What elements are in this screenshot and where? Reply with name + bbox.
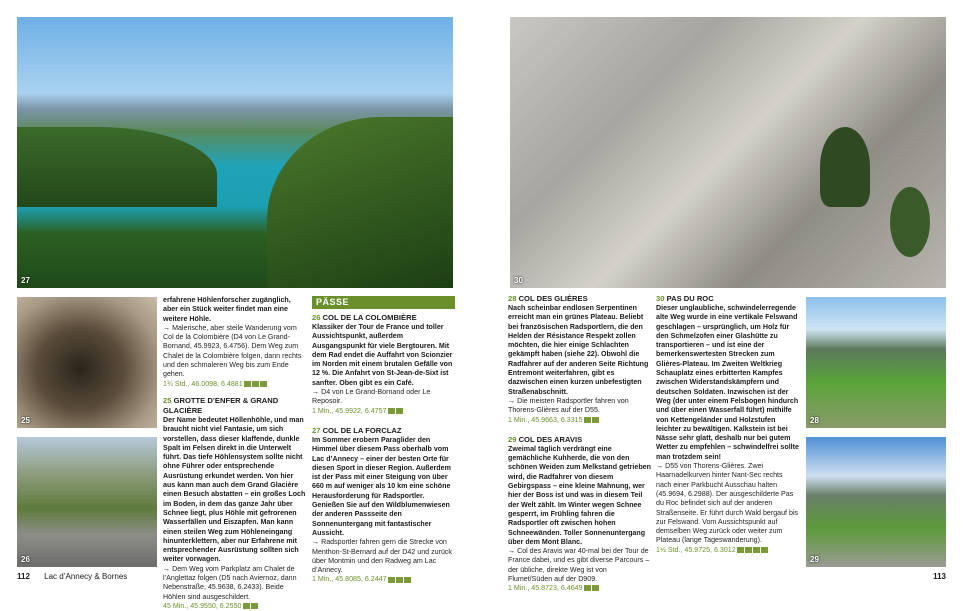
directions: → D4 von Le Grand-Bornand oder Le Reposoir. xyxy=(312,388,431,406)
meta-info: 1 Min., 45.9663, 6.3315 xyxy=(508,415,583,424)
photo-icon xyxy=(396,577,403,583)
entry-text: Im Sommer erobern Paraglider den Himmel über diesem Pass oberhalb vom Lac d’Annecy – einer der besten Orte für diesen Sport in dieser Region. Außerdem ist der Pass mit einer Steigung von über 660 m auf weniger als 10 km eine schöne Herausforderung für Radsportler. Genießen Sie auf den Wildblumenwiesen der anderen Passseite den Sonnenuntergang mit fantastischer Aussicht. xyxy=(312,435,451,537)
meta-info: 1 Min., 45.9922, 6.4757 xyxy=(312,406,387,415)
directions: → Die meisten Radsportler fahren von Thorens-Glières auf der D55. xyxy=(508,396,629,415)
entry-text: Klassiker der Tour de France und toller Aussichtspunkt, außerdem Ausgangspunkt für viele Bergtouren. Mit dem Rad endet die Auffahrt von Scionzier im Norden mit einem brutalen Gefälle von 12 %. Die Anfahrt von St-Jean-de-Sixt ist sanfter. Oben gibt es ein Café. xyxy=(312,323,453,387)
meta-info: 1½ Std., 45.9725, 6.3012 xyxy=(656,545,736,554)
section-header: PÄSSE xyxy=(312,296,455,309)
info-icon xyxy=(396,408,403,414)
entry-title: 28 COL DES GLIÈRES xyxy=(508,294,588,303)
meta-info: 1 Min., 45.8723, 6.4649 xyxy=(508,584,583,593)
photo-number: 29 xyxy=(810,555,819,564)
column-4 xyxy=(656,292,799,555)
page-number: 112 xyxy=(17,572,30,581)
meta-info: 1 Min., 45.8085, 6.2447 xyxy=(312,575,387,584)
photo-lac-annecy xyxy=(17,17,453,288)
entry-title: 26 COL DE LA COLOMBIÈRE xyxy=(312,313,417,322)
info-icon xyxy=(260,381,267,387)
hiking-icon xyxy=(745,547,752,553)
directions: → Radsportler fahren gern die Strecke von Menthon-St-Bernard auf der D42 und zurück über Montmin und den Radweg am Lac d’Annecy. xyxy=(312,538,452,575)
photo-number: 30 xyxy=(514,276,523,285)
photo-pas-du-roc xyxy=(510,17,946,288)
directions: → Col des Aravis war 40-mal bei der Tour de France dabei, und es gibt diverse Parcours – der übliche, direkte Weg ist von Flumet/Süden auf der D909. xyxy=(508,547,650,584)
info-icon xyxy=(592,585,599,591)
photo-icon xyxy=(252,381,259,387)
cycling-icon xyxy=(388,577,395,583)
column-2 xyxy=(312,296,455,585)
photo-number: 25 xyxy=(21,416,30,425)
meta-info: 1¾ Std., 46.0098, 6.4881 xyxy=(163,379,243,388)
intro-text: erfahrene Höhlenforscher zugänglich, aber ein Stück weiter findet man eine weitere Höhle. xyxy=(163,296,291,323)
entry-text: Dieser unglaubliche, schwindelerregende alte Weg wurde in eine vertikale Felswand geschlagen – ursprünglich, um Holz für den Schmelzofen einer Glashütte zu transportieren – und ist eine der bemerkenswertesten Strecken zum Glières-Plateau. Im Zweiten Weltkrieg Schauplatz eines erbitterten Kampfes zwischen Widerstandskämpfern und deutschen Soldaten. Inzwischen ist der Weg (der unter einem Felsbogen hindurch und über einen Wasserfall führt) mithilfe von Kettengeländer und Holzstufen leichter zu bewältigen. Kalkstein ist bei Nässe sehr glatt, deshalb nur bei gutem Wetter zu empfehlen – schwindelfrei sollte man trotzdem sein! xyxy=(656,304,799,461)
hiking-icon xyxy=(243,603,250,609)
photo-icon xyxy=(584,585,591,591)
directions: → D55 von Thorens-Glières. Zwei Haarnadelkurven hinter Nant-Sec rechts nach einer Parkbucht Ausschau halten (45.9694, 6.2988). Der ausgeschilderte Pas du Roc befindet sich auf der anderen Straßenseite. Er führt durch Wald bergauf bis zur Felswand. Vom Aussichtspunkt auf demselben Weg zurück oder weiter zum Plateau (lange Tageswanderung). xyxy=(656,462,799,545)
column-1 xyxy=(163,296,306,611)
photo-col-aravis xyxy=(806,437,946,567)
directions: → Malerische, aber steile Wanderung vom Col de la Colombière (D4 von Le Grand-Bornand, 45.9923, 6.4756). Dem Weg zum Chalet de la Colombière folgen, dann rechts und den schmaleren Weg bis zum Ende gehen. xyxy=(163,323,302,379)
entry-text: Zweimal täglich verdrängt eine gemächliche Kuhherde, die von den schönen Weiden zum Melkstand getrieben wird, die Radfahrer von diesem Gebirgspass – eine kleine Mahnung, wer hier der Boss ist und was in diesem Teil der Welt zählt. Im Winter wegen Schnee gesperrt, im Frühling fahren die Radsportler oft zwischen hohen Schneewänden. Toller Sonnenuntergang über dem Mont Blanc. xyxy=(508,444,651,546)
cycling-icon xyxy=(592,417,599,423)
entry-title: 29 COL DES ARAVIS xyxy=(508,434,583,444)
chapter-title: Lac d’Annecy & Bornes xyxy=(44,572,128,581)
entry-title: 25 GROTTE D’ENFER & GRAND GLACIÈRE xyxy=(163,395,279,415)
entry-text: Der Name bedeutet Höllenhöhle, und man braucht nicht viel Fantasie, um sich vorstellen, dass dieser klaffende, dunkle Spalt im Felsen direkt in die Unterwelt führt. Das tiefe Höhlensystem sollte nicht ohne Führer oder entsprechende Ausrüstung erkundet werden. Von hier aus kann man auch dem Grand Glacière einen Besuch abstatten – ein großes Loch im Boden, in dem das ganze Jahr über Schnee liegt, plus Höhle mit gefrorenen Wasserfällen und Eiszapfen. Man kann einen steilen Weg zum Höhleneingang hinunterklettern, aber nur Erfahrene mit entsprechender Ausrüstung sollten sich weiter vorwagen. xyxy=(163,415,306,564)
photo-number: 28 xyxy=(810,416,819,425)
info-icon xyxy=(404,577,411,583)
meta-info: 45 Min., 45.9550, 6.2550 xyxy=(163,601,242,610)
column-3 xyxy=(508,292,651,594)
page-number: 113 xyxy=(933,572,946,581)
entry-title: 27 COL DE LA FORCLAZ xyxy=(312,425,402,435)
photo-icon xyxy=(584,417,591,423)
photo-number: 27 xyxy=(21,276,30,285)
hiking-icon xyxy=(244,381,251,387)
view-icon xyxy=(761,547,768,553)
photo-number: 26 xyxy=(21,555,30,564)
entry-text: Nach scheinbar endlosen Serpentinen erreicht man ein grünes Plateau. Beliebt bei französischen Radsportlern, die den Helden der Résistance Respekt zollen möchten, die hier einige Schlachten gekämpft haben (siehe 22). Obwohl die Radfahrer auf der anderen Seite Richtung Entremont weiterfahren, gibt es dazwischen einen kurzen unbefestigten Straßenabschnitt. xyxy=(508,304,649,396)
footer-left xyxy=(17,572,127,581)
directions: → Dem Weg vom Parkplatz am Chalet de l’Anglettaz folgen (D5 nach Aviernoz, dann Nebenstraße, 45.9638, 6.2433). Beide Höhlen sind ausgeschildert. xyxy=(163,564,297,601)
photo-grotte xyxy=(17,297,157,428)
photo-col-glieres xyxy=(806,297,946,428)
entry-title: 30 PAS DU ROC xyxy=(656,294,714,303)
photo-col-colombiere xyxy=(17,437,157,567)
cycling-icon xyxy=(737,547,744,553)
photo-icon xyxy=(388,408,395,414)
info-icon xyxy=(251,603,258,609)
info-icon xyxy=(753,547,760,553)
footer-right xyxy=(933,572,946,581)
